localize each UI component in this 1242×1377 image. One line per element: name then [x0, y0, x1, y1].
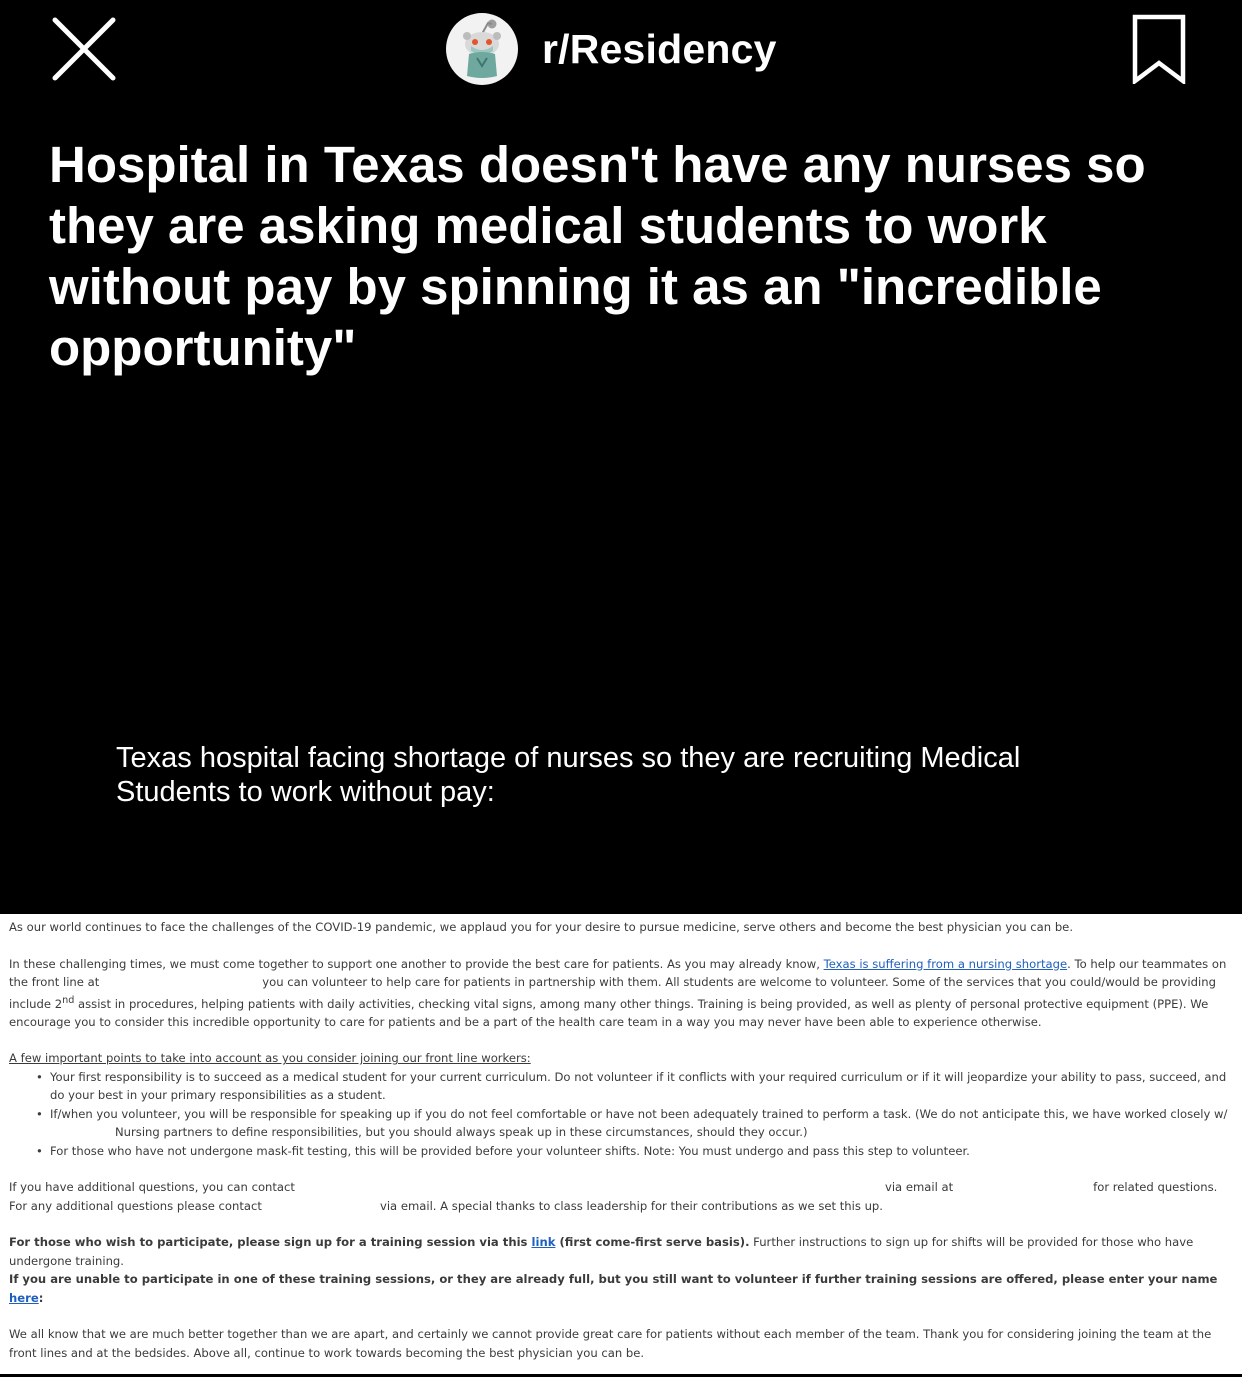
subreddit-header[interactable] — [446, 13, 777, 85]
nursing-shortage-link[interactable]: Texas is suffering from a nursing shortage — [823, 956, 1068, 971]
email-paragraph: As our world continues to face the challenges of the COVID-19 pandemic, we applaud you for your desire to pursue medicine, serve others and become the best physician you can be. — [9, 920, 1073, 934]
email-text: you can volunteer to help care for patients in partnership with them. All students are welcome to volunteer. Some of the services that you could/would be providing include 2 — [9, 975, 1216, 1011]
bookmark-button[interactable] — [1131, 14, 1187, 84]
close-icon — [50, 16, 118, 82]
image-caption: Texas hospital facing shortage of nurses so they are recruiting Medical Students to work without pay: — [116, 742, 1021, 808]
email-text: If you have additional questions, you can contact — [9, 1180, 295, 1195]
email-text: . To help our teammates on the front line at — [9, 956, 1227, 989]
email-text: assist in procedures, helping patients with daily activities, checking vital signs, among many other things. Training is being provided, as well as plenty of personal protective equipment (PPE). We encourage you to consider this incredible opportunity to care for patients and be a part of the health care team in a way you may never have been able to experience otherwise. — [9, 996, 1209, 1029]
email-screenshot — [0, 914, 1242, 1374]
subreddit-avatar[interactable] — [446, 13, 518, 85]
email-paragraph: We all know that we are much better together than we are apart, and certainly we cannot provide great care for patients without each member of the team. Thank you for considering joining the team at the front lines and at the bedsides. Above all, continue to work towards becoming the best physician you can be. — [9, 1327, 1212, 1360]
points-list — [9, 1068, 1234, 1161]
email-text: For those who wish to participate, please sign up for a training session via this — [9, 1235, 532, 1250]
list-item: • Your first responsibility is to succeed as a medical student for your current curriculum. Do not volunteer if it conflicts with your required curriculum or if it will jeopardize your ability to pass, succeed, and do your best in your primary responsibilities as a student. — [50, 1068, 1234, 1105]
subreddit-name[interactable]: r/Residency — [542, 25, 777, 72]
post-title: Hospital in Texas doesn't have any nurses so they are asking medical students to work without pay by spinning it as an "incredible opportunity" — [49, 136, 1146, 376]
email-text: via email. A special thanks to class leadership for their contributions as we set this up. — [379, 1198, 883, 1213]
list-item: • For those who have not undergone mask-fit testing, this will be provided before your volunteer shifts. Note: You must undergo and pass this step to volunteer. — [50, 1142, 1234, 1161]
email-text: If you are unable to participate in one of these training sessions, or they are already full, but you still want to volunteer if further training sessions are offered, please enter your name — [9, 1272, 1218, 1287]
list-item — [50, 1105, 1234, 1142]
bookmark-icon — [1131, 14, 1187, 84]
email-text: via email at — [884, 1180, 954, 1195]
superscript: nd — [62, 994, 75, 1006]
snoo-doctor-avatar-icon — [451, 18, 513, 80]
email-text: If/when you volunteer, you will be responsible for speaking up if you do not feel comfortable or have not been adequately trained to perform a task. (We do not anticipate this, we have worked closely w/ — [50, 1106, 1228, 1121]
points-heading: A few important points to take into account as you consider joining our front line workers: — [9, 1051, 531, 1066]
here-link[interactable]: here — [9, 1290, 39, 1305]
email-text: In these challenging times, we must come together to support one another to provide the best care for patients. As you may already know, — [9, 956, 824, 971]
email-text: : — [38, 1290, 44, 1305]
email-text: Further instructions to sign up for shifts will be provided for those who have undergone training. — [9, 1235, 1194, 1268]
email-paragraph — [9, 1178, 1234, 1215]
close-button[interactable] — [50, 16, 118, 82]
email-paragraph — [9, 955, 1234, 1032]
email-paragraph — [9, 1233, 1234, 1270]
signup-link[interactable]: link — [531, 1235, 556, 1250]
email-text: for related questions. For any additional questions please contact — [9, 1180, 1218, 1213]
email-text: Nursing partners to define responsibilities, but you should always speak up in these circumstances, should they occur.) — [115, 1125, 808, 1140]
email-paragraph — [9, 1270, 1234, 1307]
email-text: (first come-first serve basis). — [555, 1235, 750, 1250]
